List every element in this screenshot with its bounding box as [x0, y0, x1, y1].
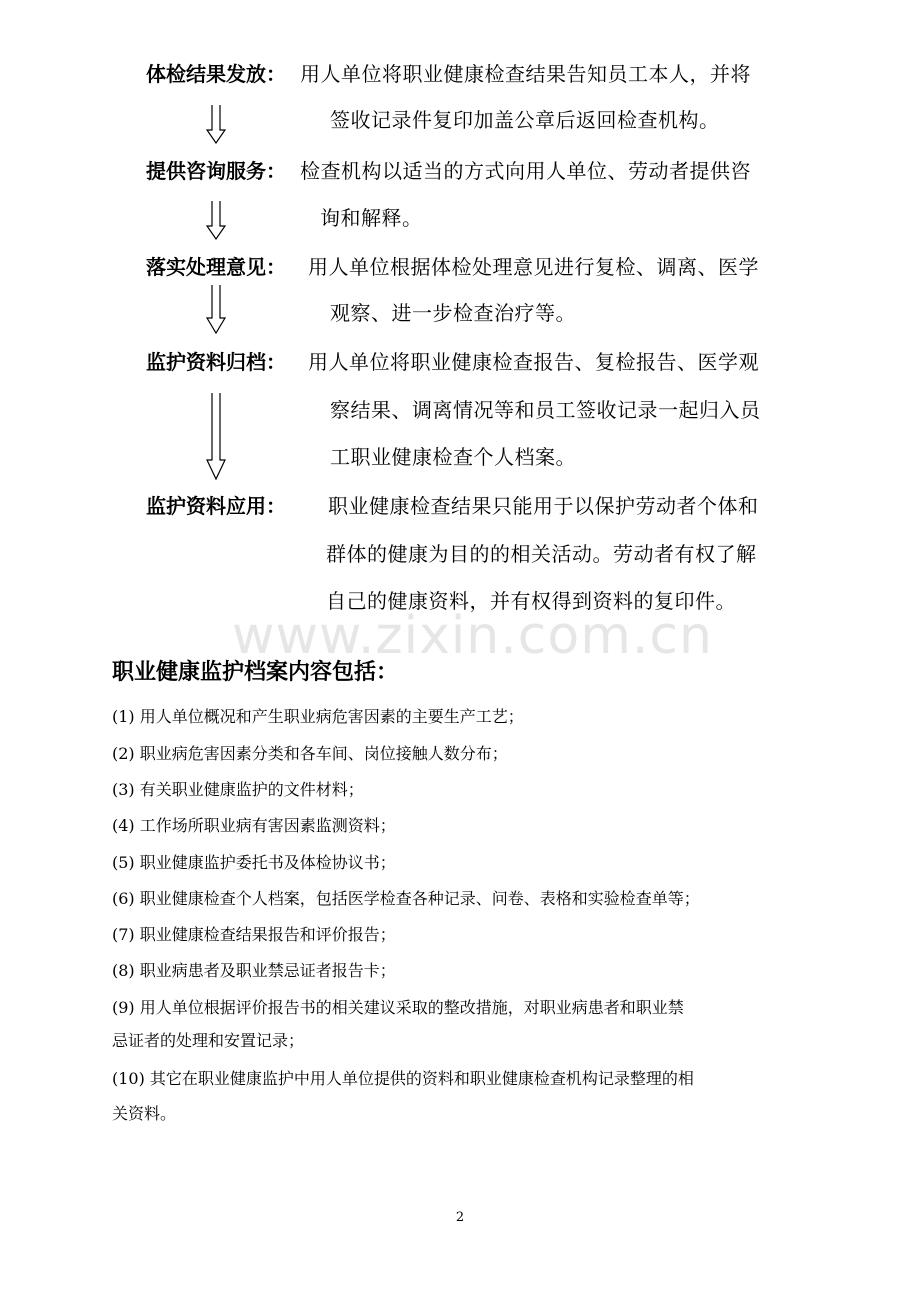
- list-item: (7) 职业健康检查结果报告和评价报告；: [112, 925, 396, 944]
- step-text-line: 用人单位将职业健康检查结果告知员工本人，并将: [300, 62, 751, 86]
- list-item-continuation: 忌证者的处理和安置记录；: [112, 1031, 305, 1050]
- list-item: (6) 职业健康检查个人档案，包括医学检查各种记录、问卷、表格和实验检查单等；: [112, 889, 700, 908]
- step-text-line: 签收记录件复印加盖公章后返回检查机构。: [330, 108, 720, 132]
- down-arrow-icon: [205, 284, 227, 334]
- step-label-consulting: 提供咨询服务：: [146, 159, 286, 183]
- down-arrow-icon: [205, 200, 227, 240]
- down-arrow-icon: [205, 392, 227, 480]
- step-text-line: 自己的健康资料，并有权得到资料的复印件。: [326, 589, 736, 613]
- list-item: (9) 用人单位根据评价报告书的相关建议采取的整改措施，对职业病患者和职业禁: [112, 998, 684, 1017]
- step-text-line: 询和解释。: [320, 206, 423, 230]
- list-item-continuation: 关资料。: [112, 1104, 177, 1123]
- list-item: (2) 职业病危害因素分类和各车间、岗位接触人数分布；: [112, 744, 508, 763]
- list-item: (5) 职业健康监护委托书及体检协议书；: [112, 853, 396, 872]
- step-text-line: 工职业健康检查个人档案。: [330, 445, 576, 469]
- step-text-line: 用人单位将职业健康检查报告、复检报告、医学观: [308, 350, 759, 374]
- step-text-line: 察结果、调离情况等和员工签收记录一起归入员: [330, 398, 761, 422]
- step-label-result-release: 体检结果发放：: [146, 62, 286, 86]
- list-item: (1) 用人单位概况和产生职业病危害因素的主要生产工艺；: [112, 707, 524, 726]
- list-item: (10) 其它在职业健康监护中用人单位提供的资料和职业健康检查机构记录整理的相: [112, 1069, 694, 1088]
- step-label-archive: 监护资料归档：: [146, 350, 286, 374]
- list-item: (3) 有关职业健康监护的文件材料；: [112, 780, 364, 799]
- step-text-line: 职业健康检查结果只能用于以保护劳动者个体和: [328, 494, 759, 518]
- list-item: (4) 工作场所职业病有害因素监测资料；: [112, 816, 396, 835]
- page-number: 2: [455, 1210, 465, 1225]
- step-text-line: 检查机构以适当的方式向用人单位、劳动者提供咨: [300, 159, 751, 183]
- step-text-line: 观察、进一步检查治疗等。: [330, 301, 576, 325]
- step-text-line: 用人单位根据体检处理意见进行复检、调离、医学: [308, 255, 759, 279]
- step-label-implement-opinions: 落实处理意见：: [146, 255, 286, 279]
- down-arrow-icon: [205, 104, 227, 144]
- step-label-application: 监护资料应用：: [146, 494, 286, 518]
- step-text-line: 群体的健康为目的的相关活动。劳动者有权了解: [326, 542, 757, 566]
- section-heading: 职业健康监护档案内容包括：: [112, 660, 399, 685]
- list-item: (8) 职业病患者及职业禁忌证者报告卡；: [112, 961, 396, 980]
- watermark: www.zixin.com.cn: [232, 606, 713, 666]
